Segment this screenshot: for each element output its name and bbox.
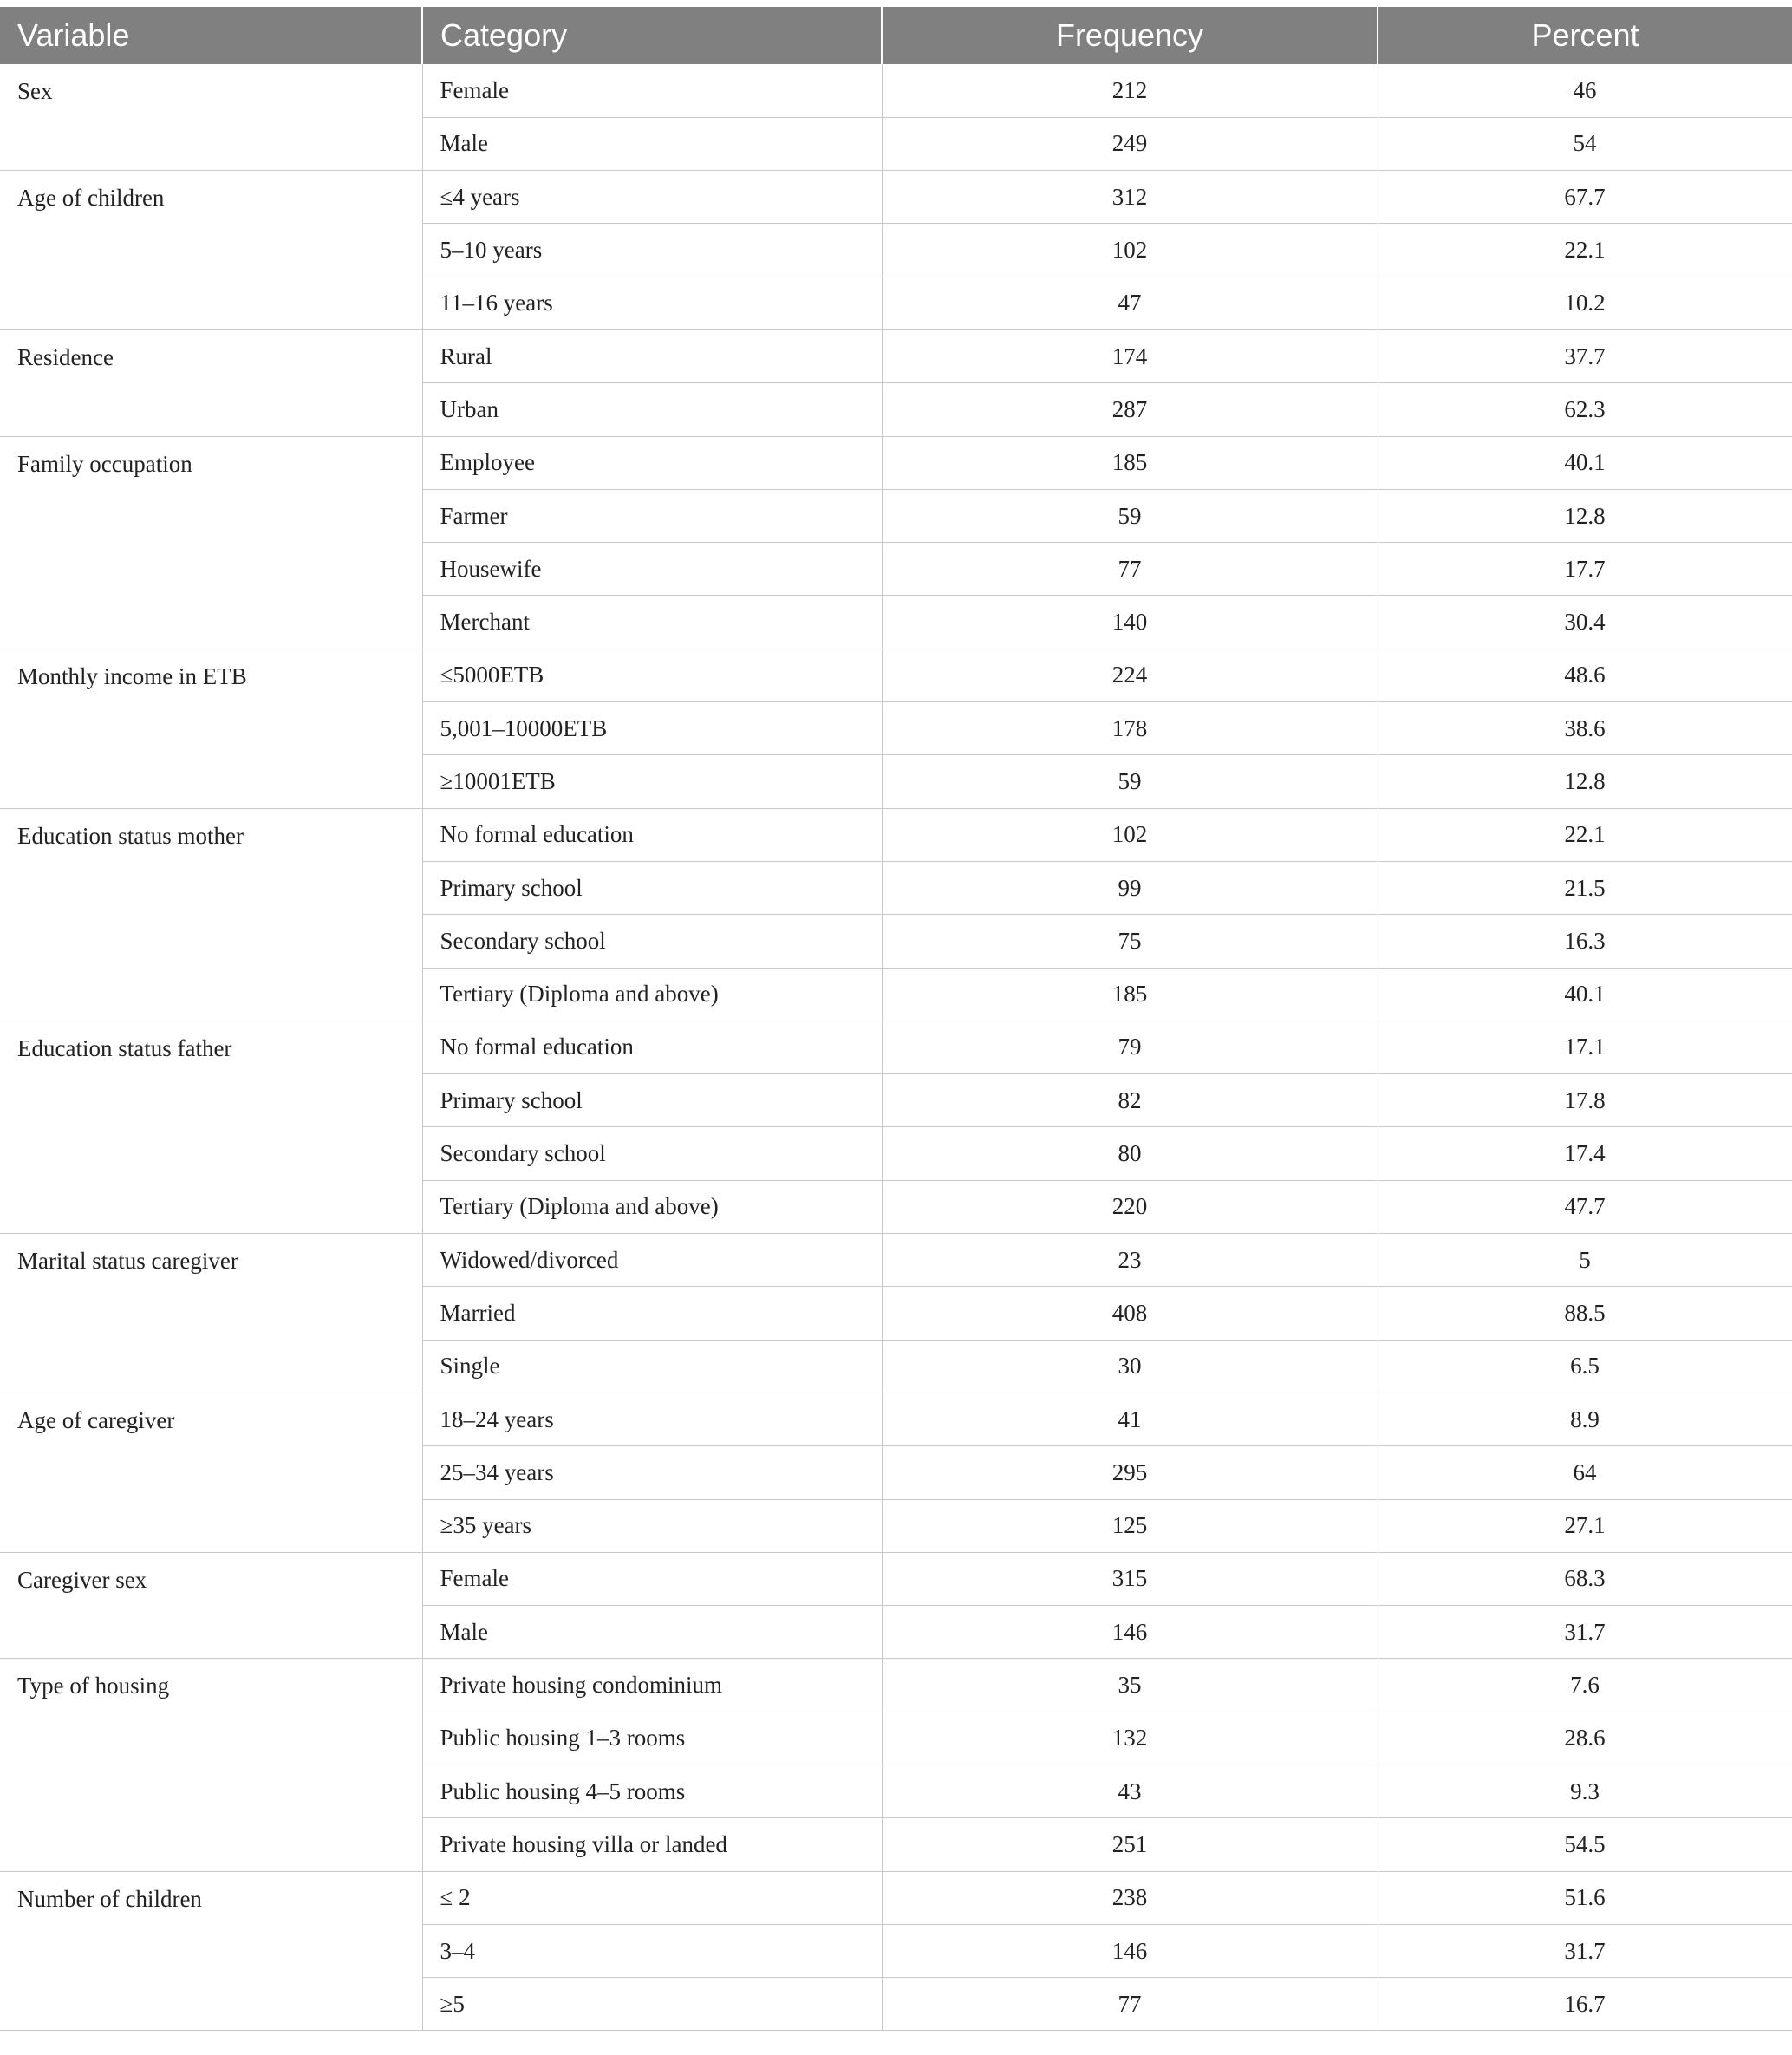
frequency-cell: 99 [882, 861, 1378, 914]
category-cell: Private housing villa or landed [422, 1818, 882, 1871]
frequency-cell: 43 [882, 1765, 1378, 1818]
header-percent: Percent [1378, 7, 1792, 64]
percent-cell: 21.5 [1378, 861, 1792, 914]
category-cell: Employee [422, 436, 882, 489]
frequency-cell: 287 [882, 383, 1378, 436]
percent-cell: 48.6 [1378, 649, 1792, 701]
frequency-cell: 251 [882, 1818, 1378, 1871]
table-row [0, 1871, 1792, 1924]
variable-cell: Education status mother [0, 808, 422, 1021]
category-cell: 25–34 years [422, 1446, 882, 1499]
frequency-cell: 238 [882, 1871, 1378, 1924]
percent-cell: 51.6 [1378, 1871, 1792, 1924]
table-row [0, 436, 1792, 489]
category-cell: Housewife [422, 543, 882, 596]
percent-cell: 10.2 [1378, 277, 1792, 329]
category-cell: Tertiary (Diploma and above) [422, 1180, 882, 1233]
variable-cell: Type of housing [0, 1659, 422, 1871]
variable-cell: Sex [0, 64, 422, 171]
percent-cell: 47.7 [1378, 1180, 1792, 1233]
frequency-cell: 59 [882, 489, 1378, 542]
category-cell: Merchant [422, 596, 882, 649]
category-cell: ≤5000ETB [422, 649, 882, 701]
table-row [0, 1659, 1792, 1712]
frequency-cell: 140 [882, 596, 1378, 649]
header-category: Category [422, 7, 882, 64]
category-cell: Primary school [422, 861, 882, 914]
percent-cell: 16.3 [1378, 915, 1792, 968]
percent-cell: 54 [1378, 117, 1792, 170]
frequency-cell: 47 [882, 277, 1378, 329]
percent-cell: 40.1 [1378, 968, 1792, 1021]
variable-cell: Education status father [0, 1021, 422, 1233]
category-cell: Single [422, 1340, 882, 1393]
percent-cell: 37.7 [1378, 329, 1792, 382]
table-row [0, 1393, 1792, 1445]
table-body [0, 64, 1792, 2031]
frequency-cell: 77 [882, 543, 1378, 596]
frequency-cell: 80 [882, 1127, 1378, 1180]
percent-cell: 30.4 [1378, 596, 1792, 649]
frequency-cell: 146 [882, 1606, 1378, 1659]
frequency-cell: 146 [882, 1924, 1378, 1977]
category-cell: Widowed/divorced [422, 1234, 882, 1287]
percent-cell: 12.8 [1378, 755, 1792, 808]
frequency-cell: 132 [882, 1712, 1378, 1765]
frequency-cell: 102 [882, 808, 1378, 861]
category-cell: No formal education [422, 1021, 882, 1073]
frequency-cell: 102 [882, 224, 1378, 277]
category-cell: Secondary school [422, 915, 882, 968]
percent-cell: 8.9 [1378, 1393, 1792, 1445]
frequency-cell: 77 [882, 1978, 1378, 2031]
variable-cell: Monthly income in ETB [0, 649, 422, 808]
percent-cell: 17.8 [1378, 1074, 1792, 1127]
variable-cell: Caregiver sex [0, 1552, 422, 1659]
category-cell: Public housing 4–5 rooms [422, 1765, 882, 1818]
frequency-cell: 185 [882, 968, 1378, 1021]
frequency-cell: 174 [882, 329, 1378, 382]
frequency-cell: 23 [882, 1234, 1378, 1287]
category-cell: Public housing 1–3 rooms [422, 1712, 882, 1765]
category-cell: 18–24 years [422, 1393, 882, 1445]
percent-cell: 68.3 [1378, 1552, 1792, 1605]
percent-cell: 31.7 [1378, 1924, 1792, 1977]
table-row [0, 808, 1792, 861]
percent-cell: 62.3 [1378, 383, 1792, 436]
category-cell: ≤ 2 [422, 1871, 882, 1924]
frequency-cell: 41 [882, 1393, 1378, 1445]
category-cell: 3–4 [422, 1924, 882, 1977]
percent-cell: 22.1 [1378, 224, 1792, 277]
variable-cell: Age of children [0, 171, 422, 330]
table-row [0, 649, 1792, 701]
percent-cell: 67.7 [1378, 171, 1792, 224]
category-cell: Tertiary (Diploma and above) [422, 968, 882, 1021]
frequency-cell: 212 [882, 64, 1378, 117]
frequency-cell: 408 [882, 1287, 1378, 1340]
frequency-cell: 82 [882, 1074, 1378, 1127]
table-row [0, 1021, 1792, 1073]
header-variable: Variable [0, 7, 422, 64]
category-cell: ≥35 years [422, 1499, 882, 1552]
frequency-cell: 59 [882, 755, 1378, 808]
percent-cell: 54.5 [1378, 1818, 1792, 1871]
frequency-cell: 125 [882, 1499, 1378, 1552]
percent-cell: 46 [1378, 64, 1792, 117]
category-cell: Urban [422, 383, 882, 436]
category-cell: 11–16 years [422, 277, 882, 329]
header-row [0, 7, 1792, 64]
percent-cell: 17.7 [1378, 543, 1792, 596]
percent-cell: 31.7 [1378, 1606, 1792, 1659]
category-cell: ≥5 [422, 1978, 882, 2031]
table-header [0, 7, 1792, 64]
table-row [0, 171, 1792, 224]
frequency-cell: 30 [882, 1340, 1378, 1393]
percent-cell: 12.8 [1378, 489, 1792, 542]
category-cell: Secondary school [422, 1127, 882, 1180]
percent-cell: 28.6 [1378, 1712, 1792, 1765]
category-cell: No formal education [422, 808, 882, 861]
category-cell: 5,001–10000ETB [422, 702, 882, 755]
category-cell: Private housing condominium [422, 1659, 882, 1712]
category-cell: Female [422, 64, 882, 117]
frequency-cell: 178 [882, 702, 1378, 755]
category-cell: Farmer [422, 489, 882, 542]
frequency-cell: 185 [882, 436, 1378, 489]
frequency-cell: 249 [882, 117, 1378, 170]
sociodemographic-table [0, 7, 1792, 2031]
frequency-cell: 35 [882, 1659, 1378, 1712]
frequency-cell: 75 [882, 915, 1378, 968]
percent-cell: 16.7 [1378, 1978, 1792, 2031]
percent-cell: 38.6 [1378, 702, 1792, 755]
percent-cell: 9.3 [1378, 1765, 1792, 1818]
variable-cell: Age of caregiver [0, 1393, 422, 1552]
table-row [0, 1552, 1792, 1605]
table-row [0, 64, 1792, 117]
percent-cell: 88.5 [1378, 1287, 1792, 1340]
frequency-cell: 295 [882, 1446, 1378, 1499]
category-cell: Rural [422, 329, 882, 382]
percent-cell: 22.1 [1378, 808, 1792, 861]
percent-cell: 6.5 [1378, 1340, 1792, 1393]
category-cell: ≤4 years [422, 171, 882, 224]
frequency-cell: 312 [882, 171, 1378, 224]
table-row [0, 1234, 1792, 1287]
category-cell: Female [422, 1552, 882, 1605]
category-cell: 5–10 years [422, 224, 882, 277]
category-cell: ≥10001ETB [422, 755, 882, 808]
percent-cell: 5 [1378, 1234, 1792, 1287]
variable-cell: Number of children [0, 1871, 422, 2031]
percent-cell: 27.1 [1378, 1499, 1792, 1552]
percent-cell: 7.6 [1378, 1659, 1792, 1712]
frequency-cell: 224 [882, 649, 1378, 701]
percent-cell: 17.4 [1378, 1127, 1792, 1180]
variable-cell: Family occupation [0, 436, 422, 649]
frequency-cell: 220 [882, 1180, 1378, 1233]
percent-cell: 40.1 [1378, 436, 1792, 489]
header-frequency: Frequency [882, 7, 1378, 64]
variable-cell: Residence [0, 329, 422, 436]
table-row [0, 329, 1792, 382]
percent-cell: 17.1 [1378, 1021, 1792, 1073]
category-cell: Male [422, 117, 882, 170]
category-cell: Male [422, 1606, 882, 1659]
variable-cell: Marital status caregiver [0, 1234, 422, 1393]
frequency-cell: 315 [882, 1552, 1378, 1605]
category-cell: Primary school [422, 1074, 882, 1127]
percent-cell: 64 [1378, 1446, 1792, 1499]
category-cell: Married [422, 1287, 882, 1340]
frequency-cell: 79 [882, 1021, 1378, 1073]
